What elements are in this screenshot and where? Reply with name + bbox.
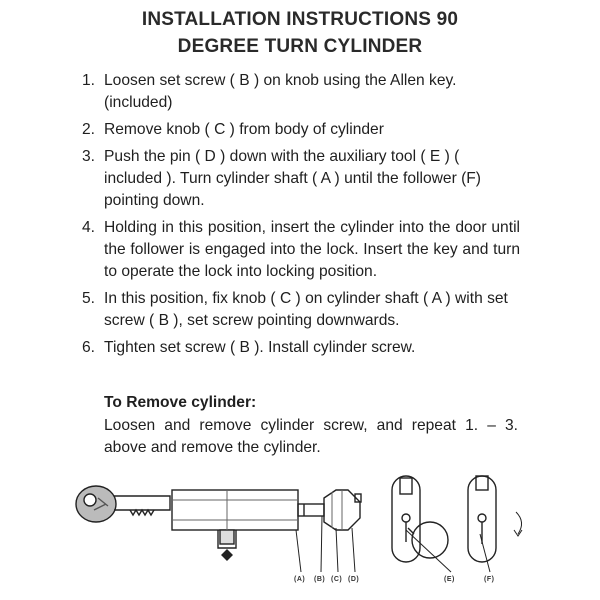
step-text: Tighten set screw ( B ). Install cylinder screw. [104, 339, 416, 356]
step-3 [74, 146, 520, 212]
step-text: In this position, fix knob ( C ) on cylinder shaft ( A ) with set screw ( B ), set screw pointing downwards. [104, 290, 508, 329]
step-1 [74, 70, 520, 114]
step-2 [74, 119, 520, 141]
cylinder-shaft-icon [298, 504, 324, 516]
step-number: 5. [82, 290, 96, 307]
follower-pointing-down-icon [468, 476, 522, 562]
key-icon [76, 486, 170, 522]
cylinder-diagram [70, 468, 530, 590]
label-f: (F) [484, 576, 495, 583]
step-text: Loosen set screw ( B ) on knob using the Allen key. (included) [104, 72, 457, 111]
auxiliary-tool-icon [408, 522, 448, 558]
follower-view-icon [392, 476, 420, 562]
instruction-steps [74, 70, 520, 364]
step-6 [74, 337, 520, 359]
step-4 [74, 217, 520, 283]
label-e: (E) [444, 576, 455, 583]
step-number: 4. [82, 219, 96, 236]
knob-icon [324, 490, 361, 530]
step-text: Remove knob ( C ) from body of cylinder [104, 121, 384, 138]
step-number: 1. [82, 72, 96, 89]
leader-lines-icon [296, 516, 490, 572]
title-line-1: INSTALLATION INSTRUCTIONS 90 [141, 9, 459, 30]
step-number: 6. [82, 339, 96, 356]
step-number: 2. [82, 121, 96, 138]
label-b: (B) [314, 576, 326, 583]
label-d: (D) [348, 576, 360, 583]
step-text: Push the pin ( D ) down with the auxiliary tool ( E ) ( included ). Turn cylinder shaft ( A ) until the follower (F) pointing down. [104, 148, 482, 209]
page-title [0, 6, 600, 60]
cylinder-body-icon [172, 490, 298, 560]
step-5 [74, 288, 520, 332]
step-number: 3. [82, 148, 96, 165]
remove-text: Loosen and remove cylinder screw, and repeat 1. – 3. above and remove the cylinder. [104, 417, 518, 456]
remove-heading: To Remove cylinder: [104, 394, 257, 411]
step-text: Holding in this position, insert the cylinder into the door until the follower is engaged into the lock. Insert the key and turn to operate the lock into locking position. [104, 219, 520, 280]
label-c: (C) [331, 576, 343, 583]
label-a: (A) [294, 576, 306, 583]
title-line-2: DEGREE TURN CYLINDER [177, 36, 423, 57]
